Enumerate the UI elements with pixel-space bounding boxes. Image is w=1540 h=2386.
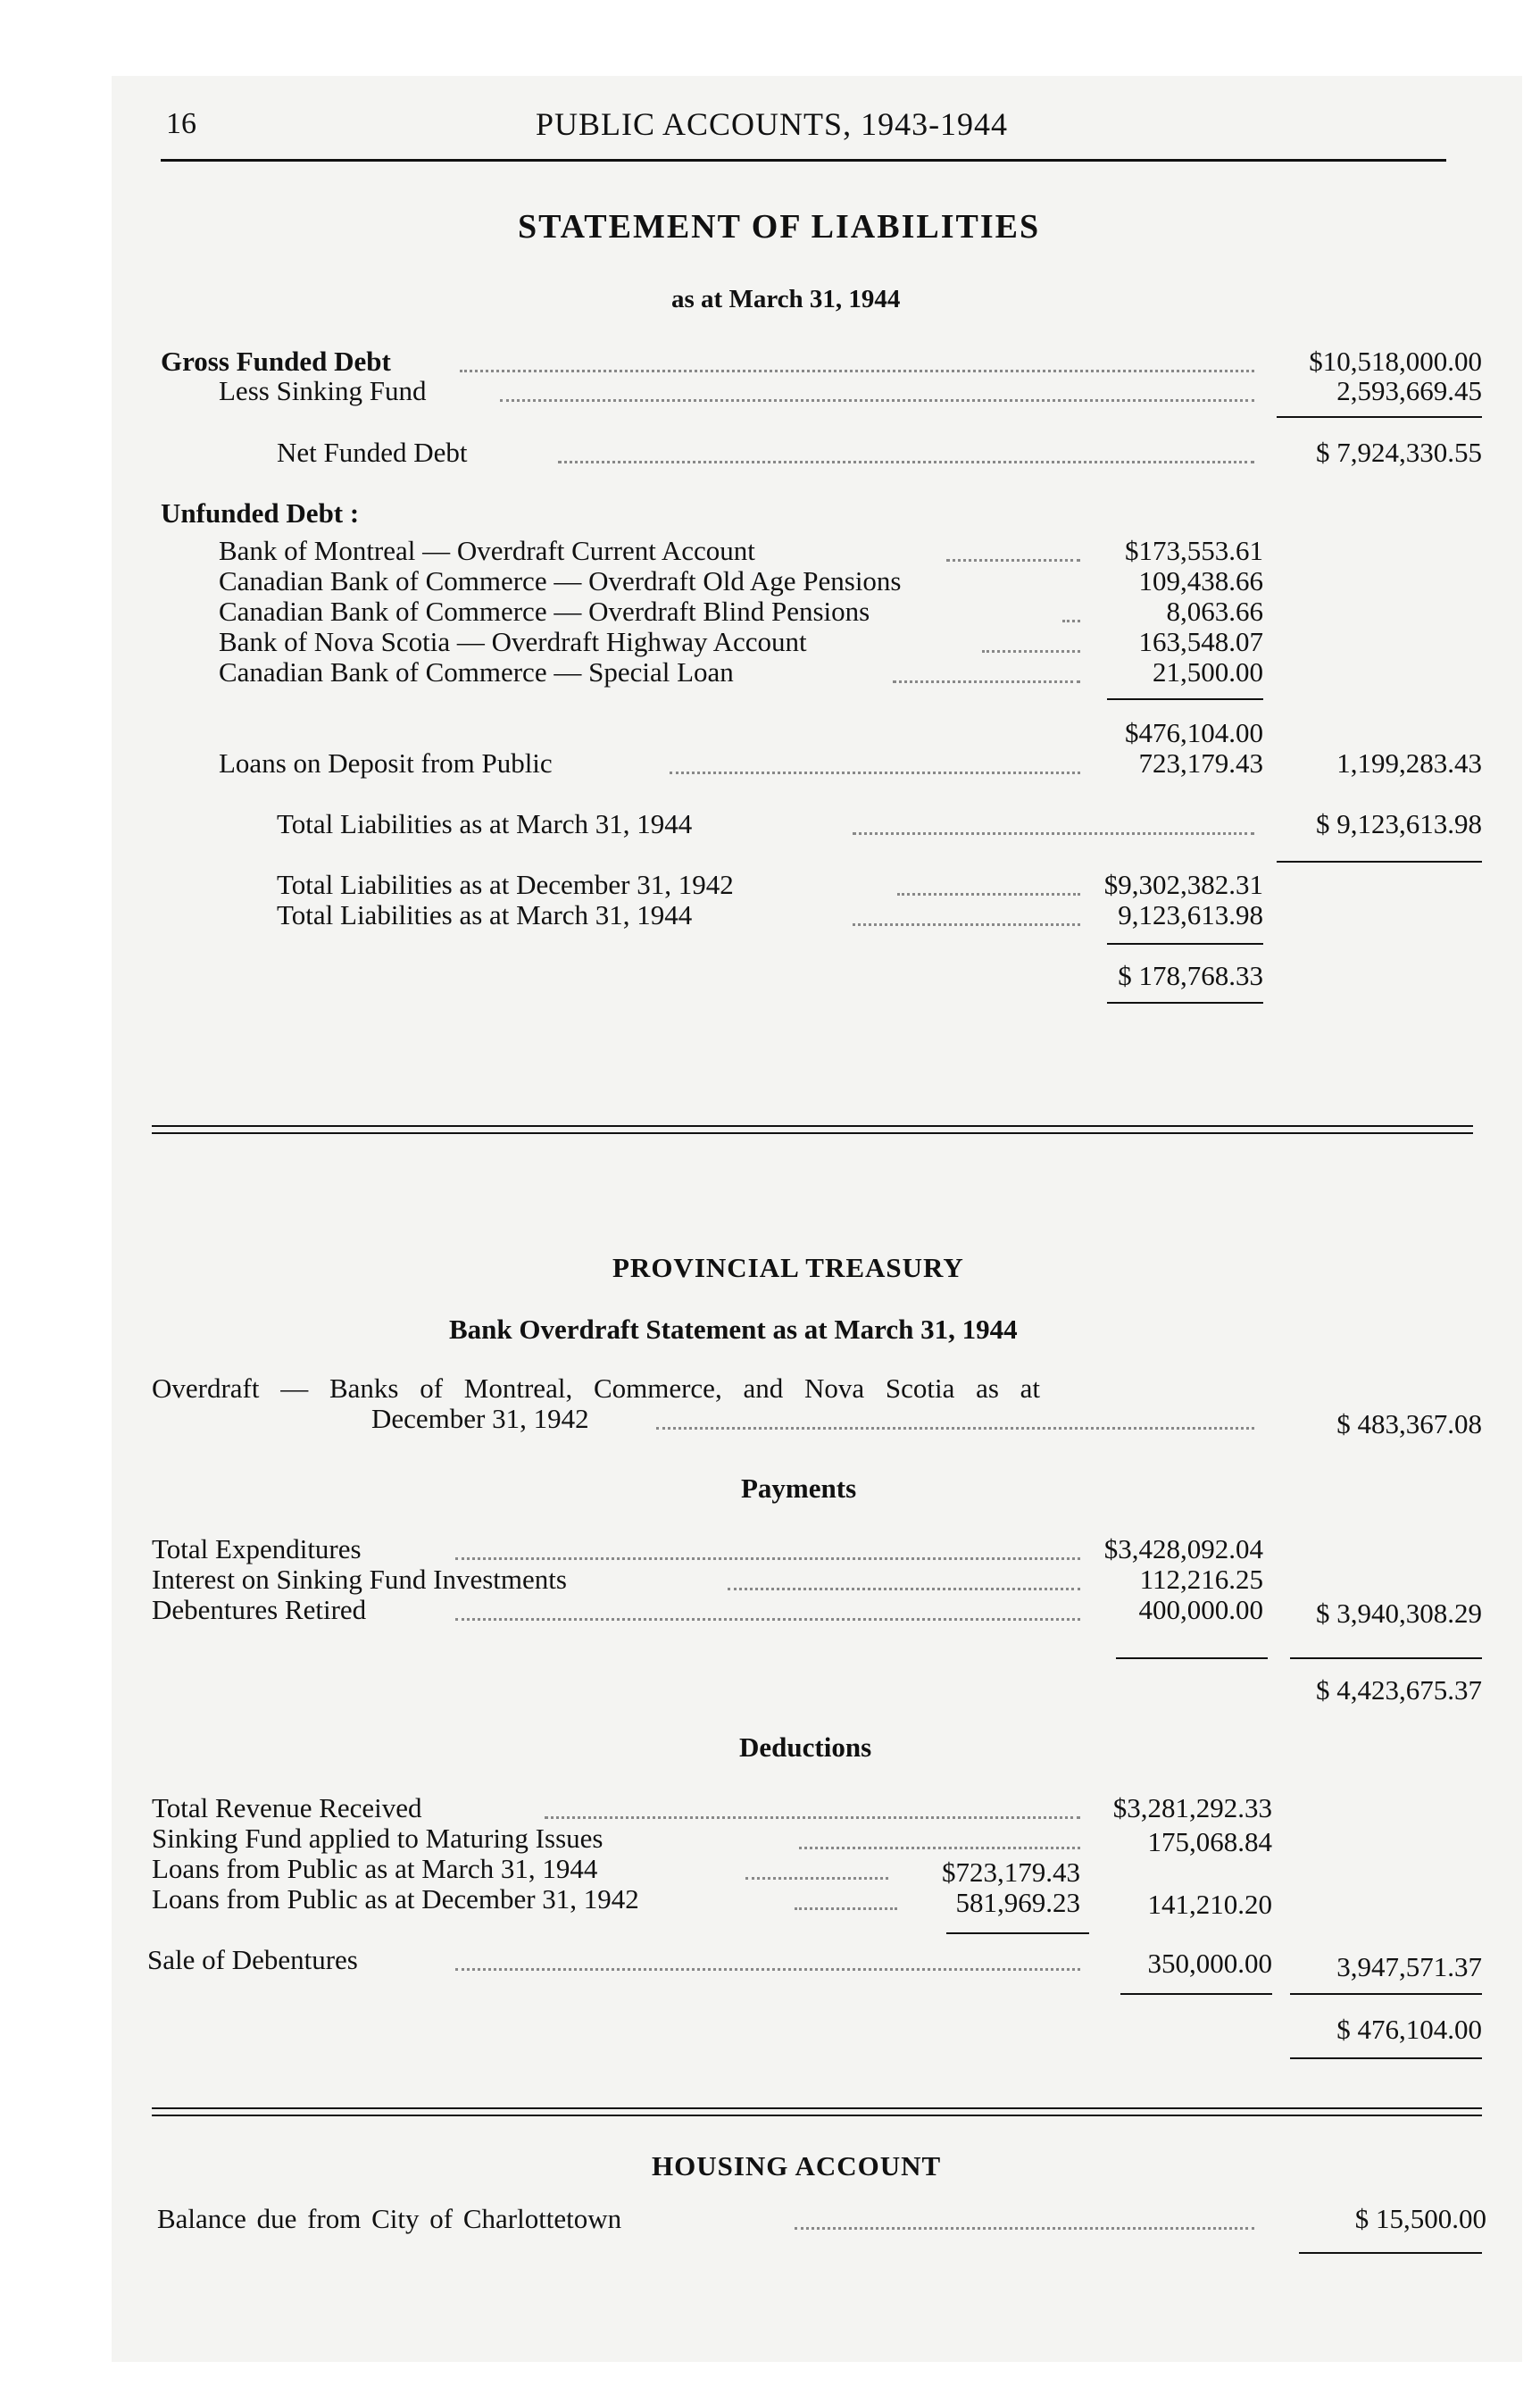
deduction-label: Total Revenue Received	[152, 1792, 422, 1823]
loans-on-deposit-total: 1,199,283.43	[1336, 747, 1482, 779]
leader-dots	[558, 461, 1254, 463]
leader-dots	[656, 1427, 1254, 1430]
payment-amount: $3,428,092.04	[1103, 1533, 1263, 1564]
rule	[1107, 698, 1263, 700]
header-rule	[161, 159, 1446, 162]
overdraft-label: Overdraft — Banks of Montreal, Commerce, and Nova Scotia as at	[152, 1372, 1041, 1404]
leader-dots	[853, 923, 1080, 926]
net-funded-debt-label: Net Funded Debt	[277, 437, 468, 468]
unfunded-item-label: Bank of Nova Scotia — Overdraft Highway Account	[219, 626, 807, 657]
payment-label: Interest on Sinking Fund Investments	[152, 1564, 567, 1595]
page-number: 16	[166, 107, 196, 140]
leader-dots	[893, 680, 1080, 683]
liabilities-difference: $ 178,768.33	[1118, 960, 1263, 991]
leader-dots	[455, 1618, 1080, 1621]
rule	[1290, 1993, 1482, 1995]
payments-total: $ 3,940,308.29	[1316, 1598, 1482, 1629]
leader-dots	[670, 772, 1080, 774]
loans-march-amount: $723,179.43	[942, 1856, 1080, 1888]
comparison-amount: $9,302,382.31	[1103, 869, 1263, 900]
rule	[1290, 2057, 1482, 2059]
loans-on-deposit-label: Loans on Deposit from Public	[219, 747, 553, 779]
liabilities-subtitle: as at March 31, 1944	[671, 285, 901, 313]
rule	[1120, 1993, 1272, 1995]
gross-funded-debt-label: Gross Funded Debt	[161, 346, 391, 377]
total-liabilities-label: Total Liabilities as at March 31, 1944	[277, 808, 693, 839]
overdraft-label-line2: December 31, 1942	[371, 1403, 589, 1434]
rule	[1277, 416, 1482, 418]
unfunded-item-label: Canadian Bank of Commerce — Overdraft Old Age Pensions	[219, 565, 902, 596]
rule	[1290, 1657, 1482, 1659]
rule	[1277, 861, 1482, 863]
liabilities-title: STATEMENT OF LIABILITIES	[518, 208, 1041, 246]
leader-dots	[946, 559, 1080, 562]
sale-of-debentures-amount: 350,000.00	[1147, 1948, 1272, 1979]
unfunded-item-amount: $173,553.61	[1125, 535, 1263, 566]
section-divider	[152, 2107, 1482, 2109]
leader-dots	[799, 1847, 1080, 1849]
loans-difference: 141,210.20	[1147, 1889, 1272, 1920]
unfunded-subtotal: $476,104.00	[1125, 717, 1263, 748]
deductions-heading: Deductions	[739, 1731, 872, 1763]
deductions-total: 3,947,571.37	[1336, 1951, 1482, 1982]
loans-march-label: Loans from Public as at March 31, 1944	[152, 1853, 598, 1884]
leader-dots	[460, 370, 1254, 372]
unfunded-item-amount: 21,500.00	[1153, 656, 1263, 688]
deduction-amount: 175,068.84	[1147, 1826, 1272, 1857]
rule	[1107, 1002, 1263, 1004]
unfunded-item-amount: 109,438.66	[1138, 565, 1263, 596]
payment-label: Debentures Retired	[152, 1594, 367, 1625]
payment-label: Total Expenditures	[152, 1533, 362, 1564]
housing-amount: $ 15,500.00	[1354, 2203, 1486, 2234]
final-balance: $ 476,104.00	[1336, 2014, 1482, 2045]
net-funded-debt-amount: $ 7,924,330.55	[1316, 437, 1482, 468]
leader-dots	[795, 2227, 1254, 2230]
payment-amount: 112,216.25	[1139, 1564, 1263, 1595]
less-sinking-fund-label: Less Sinking Fund	[219, 375, 427, 406]
total-liabilities-amount: $ 9,123,613.98	[1316, 808, 1482, 839]
treasury-subtitle: Bank Overdraft Statement as at March 31, 1944	[449, 1314, 1018, 1345]
section-divider	[152, 2115, 1482, 2116]
treasury-title: PROVINCIAL TREASURY	[612, 1252, 964, 1283]
loans-december-amount: 581,969.23	[955, 1887, 1080, 1918]
comparison-amount: 9,123,613.98	[1118, 899, 1263, 930]
gross-funded-debt-amount: $10,518,000.00	[1309, 346, 1482, 377]
unfunded-item-amount: 8,063.66	[1166, 596, 1263, 627]
leader-dots	[455, 1968, 1080, 1971]
section-divider	[152, 1132, 1473, 1134]
leader-dots	[745, 1877, 888, 1880]
unfunded-item-label: Bank of Montreal — Overdraft Current Account	[219, 535, 755, 566]
housing-label: Balance due from City of Charlottetown	[157, 2203, 622, 2234]
leader-dots	[728, 1588, 1080, 1590]
running-total: $ 4,423,675.37	[1316, 1674, 1482, 1706]
deduction-label: Sinking Fund applied to Maturing Issues	[152, 1823, 604, 1854]
unfunded-debt-heading: Unfunded Debt :	[161, 497, 360, 529]
deduction-amount: $3,281,292.33	[1112, 1792, 1272, 1823]
leader-dots	[500, 399, 1254, 402]
loans-on-deposit-amount: 723,179.43	[1138, 747, 1263, 779]
running-header: PUBLIC ACCOUNTS, 1943-1944	[536, 106, 1009, 142]
rule	[946, 1932, 1089, 1934]
unfunded-item-amount: 163,548.07	[1138, 626, 1263, 657]
comparison-label: Total Liabilities as at March 31, 1944	[277, 899, 693, 930]
leader-dots	[897, 893, 1080, 896]
loans-december-label: Loans from Public as at December 31, 1942	[152, 1883, 639, 1915]
comparison-label: Total Liabilities as at December 31, 1942	[277, 869, 734, 900]
overdraft-amount: $ 483,367.08	[1336, 1408, 1482, 1439]
less-sinking-fund-amount: 2,593,669.45	[1336, 375, 1482, 406]
leader-dots	[795, 1907, 897, 1910]
rule	[1299, 2252, 1482, 2254]
housing-title: HOUSING ACCOUNT	[652, 2150, 942, 2182]
payments-heading: Payments	[741, 1472, 857, 1504]
section-divider	[152, 1125, 1473, 1127]
leader-dots	[982, 650, 1080, 653]
rule	[1107, 943, 1263, 945]
leader-dots	[853, 832, 1254, 835]
leader-dots	[545, 1816, 1080, 1819]
rule	[1116, 1657, 1268, 1659]
unfunded-item-label: Canadian Bank of Commerce — Special Loan	[219, 656, 734, 688]
unfunded-item-label: Canadian Bank of Commerce — Overdraft Blind Pensions	[219, 596, 870, 627]
leader-dots	[455, 1557, 1080, 1560]
payment-amount: 400,000.00	[1138, 1594, 1263, 1625]
sale-of-debentures-label: Sale of Debentures	[147, 1944, 358, 1975]
